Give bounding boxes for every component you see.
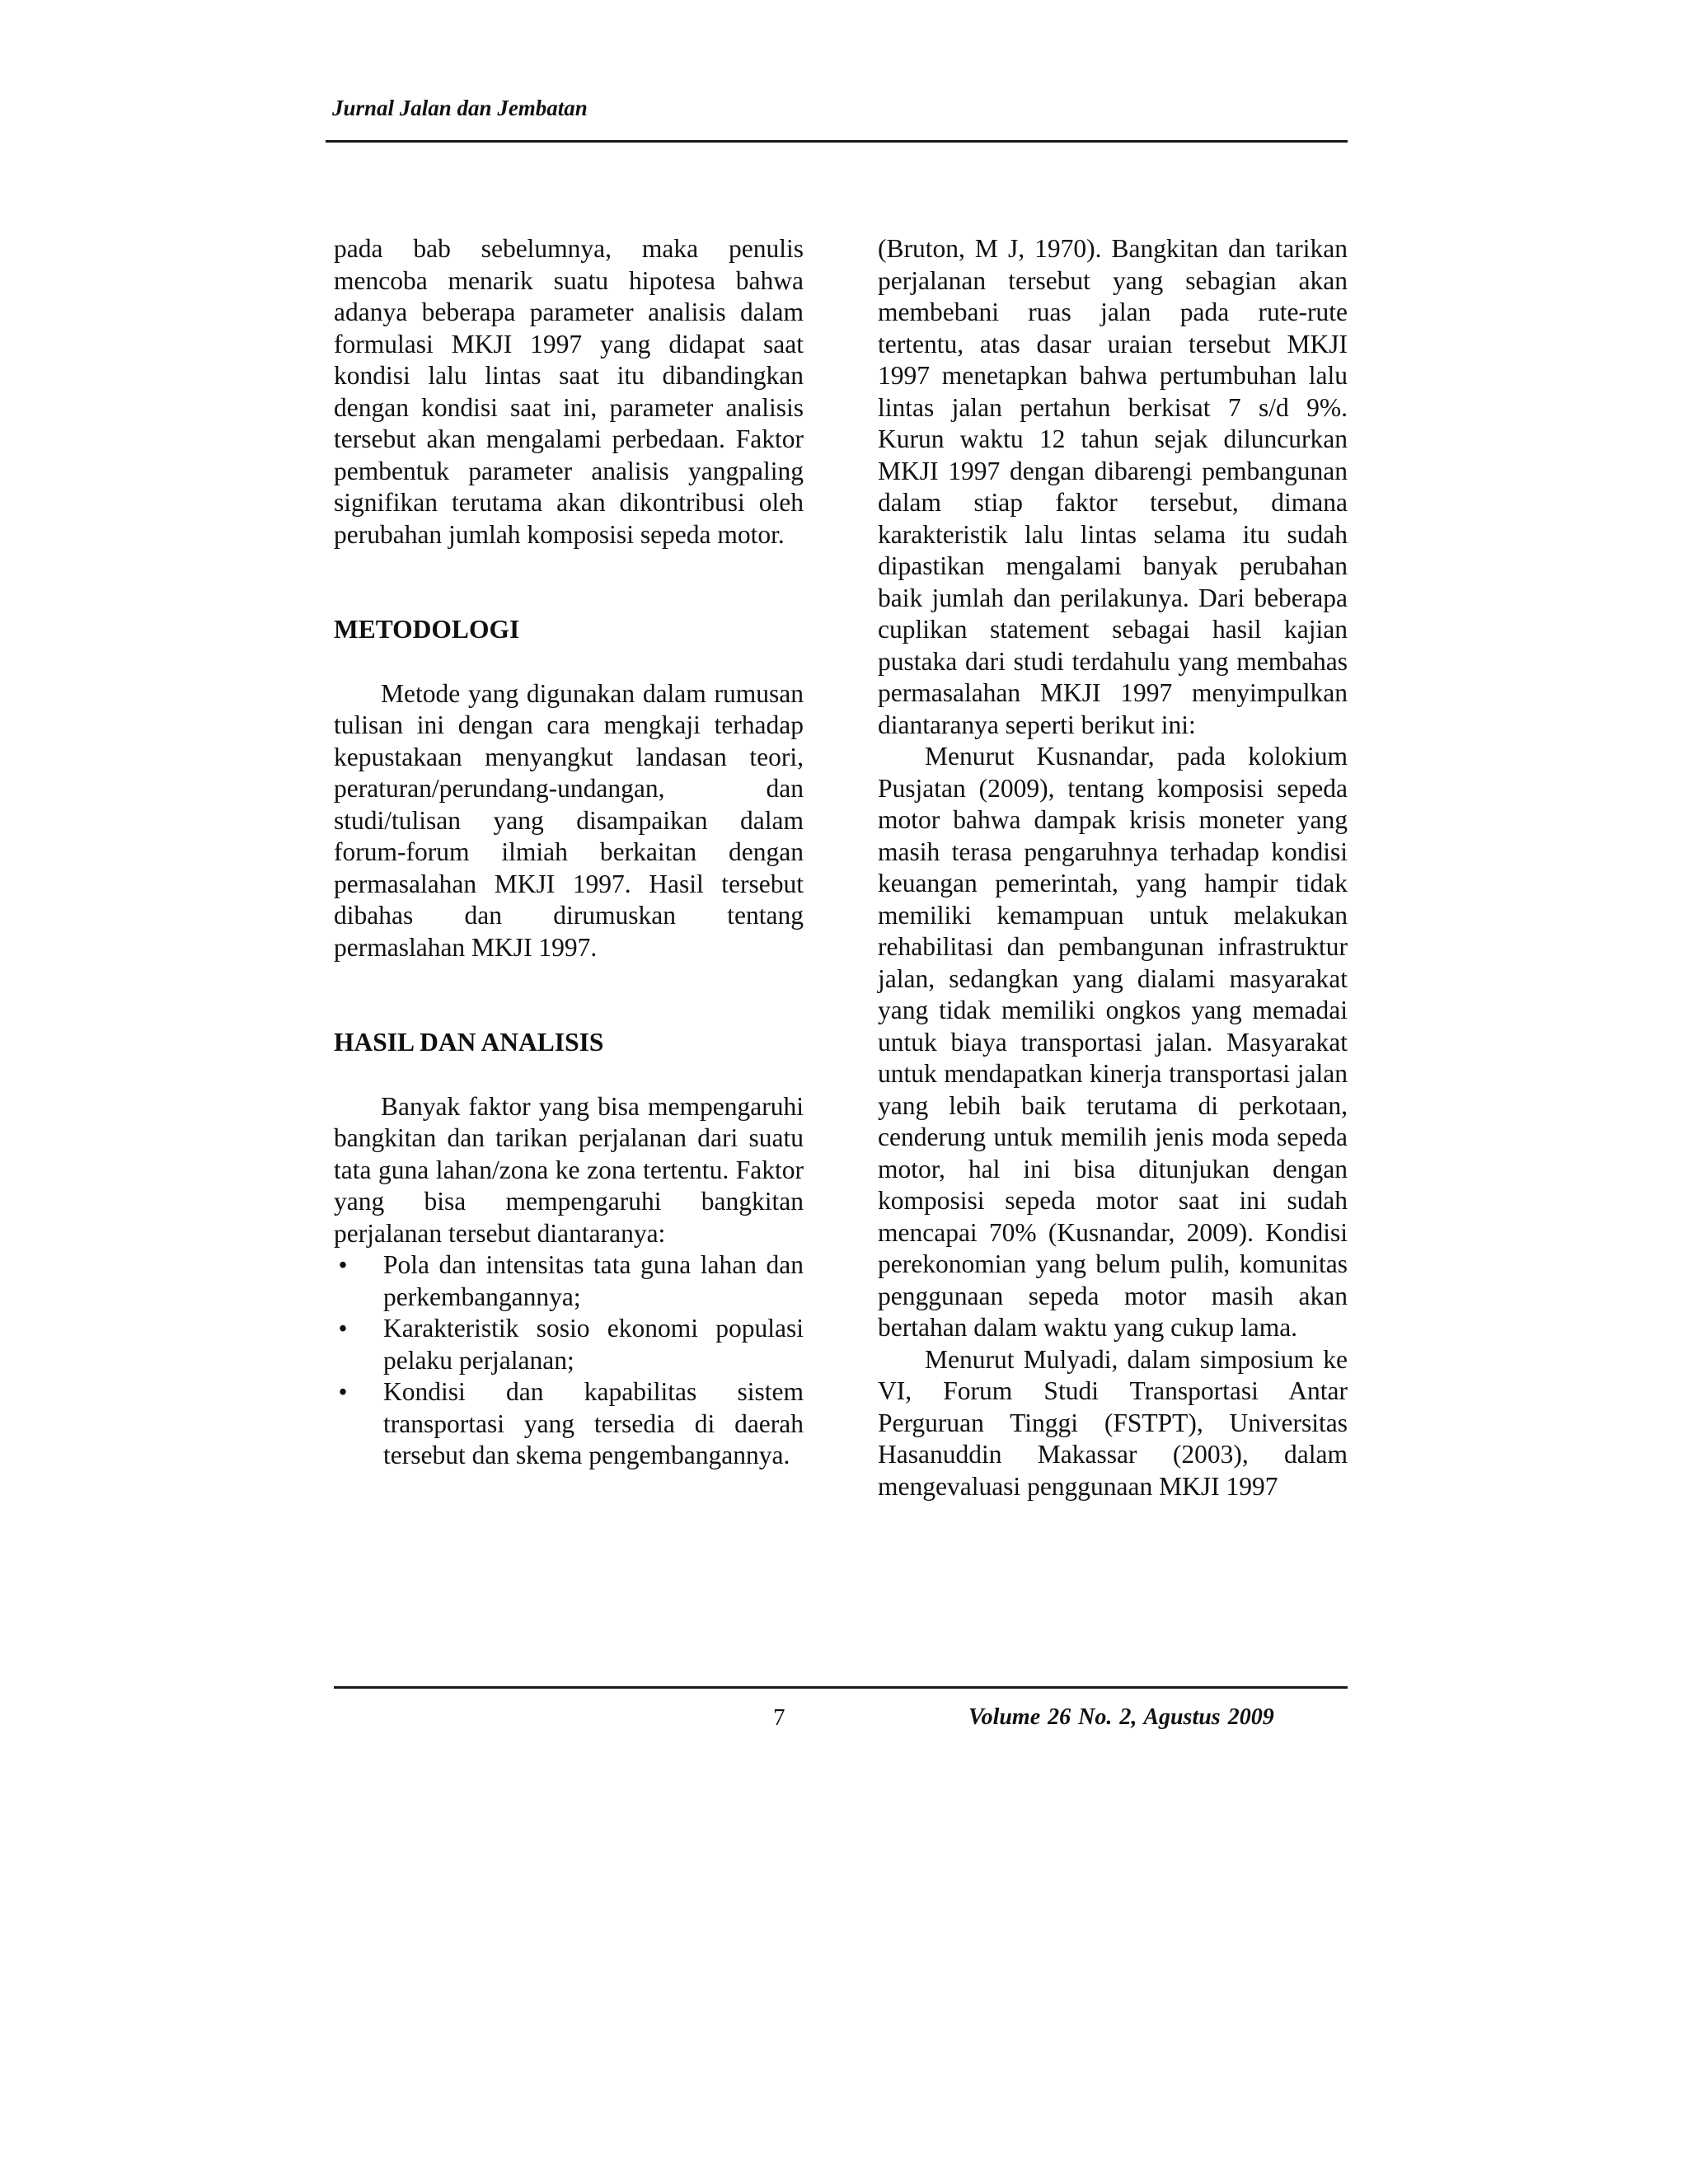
left-column bbox=[334, 233, 804, 1472]
hasil-heading: HASIL DAN ANALISIS bbox=[334, 1028, 604, 1057]
hasil-paragraph: Banyak faktor yang bisa mempengaruhi bangkitan dan tarikan perjalanan dari suatu tata guna lahan/zona ke zona tertentu. Faktor yang bisa mempengaruhi bangkitan perjalanan tersebut diantaranya: bbox=[334, 1091, 804, 1248]
right-column bbox=[878, 233, 1348, 1502]
bullet-icon: • bbox=[338, 1250, 348, 1279]
section-spacer bbox=[334, 551, 804, 614]
list-item bbox=[334, 1376, 804, 1472]
journal-header-title: Jurnal Jalan dan Jembatan bbox=[332, 96, 588, 120]
list-item-text: Karakteristik sosio ekonomi populasi pelaku perjalanan; bbox=[383, 1314, 804, 1375]
kusnandar-paragraph: Menurut Kusnandar, pada kolokium Pusjatan (2009), tentang komposisi sepeda motor bahwa dampak krisis moneter yang masih terasa pengaruhnya terhadap kondisi keuangan pemerintah, yang hampir tidak memiliki kemampuan untuk melakukan rehabilitasi dan pembangunan infrastruktur jalan, sedangkan yang dialami masyarakat yang tidak memiliki ongkos yang memadai untuk biaya transportasi jalan. Masyarakat untuk mendapatkan kinerja transportasi jalan yang lebih baik terutama di perkotaan, cenderung untuk memilih jenis moda sepeda motor, hal ini bisa ditunjukan dengan komposisi sepeda motor saat ini sudah mencapai 70% (Kusnandar, 2009). Kondisi perekonomian yang belum pulih, komunitas penggunaan sepeda motor masih akan bertahan dalam waktu yang cukup lama. bbox=[878, 742, 1348, 1342]
footer-divider bbox=[334, 1686, 1348, 1689]
bullet-icon: • bbox=[338, 1314, 348, 1343]
list-item-text: Pola dan intensitas tata guna lahan dan perkembangannya; bbox=[383, 1250, 804, 1311]
header-divider bbox=[326, 140, 1348, 143]
section-spacer bbox=[334, 646, 804, 678]
section-spacer bbox=[334, 963, 804, 1027]
page-number: 7 bbox=[773, 1704, 785, 1731]
mulyadi-paragraph: Menurut Mulyadi, dalam simposium ke VI, Forum Studi Transportasi Antar Perguruan Tinggi (FSTPT), Universitas Hasanuddin Makassar (2003), dalam mengevaluasi penggunaan MKJI 1997 bbox=[878, 1344, 1348, 1501]
bruton-paragraph: (Bruton, M J, 1970). Bangkitan dan tarikan perjalanan tersebut yang sebagian akan membebani ruas jalan pada rute-rute tertentu, atas dasar uraian tersebut MKJI 1997 menetapkan bahwa pertumbuhan lalu lintas jalan pertahun berkisat 7 s/d 9%. Kurun waktu 12 tahun sejak diluncurkan MKJI 1997 dengan dibarengi pembangunan dalam stiap faktor tersebut, dimana karakteristik lalu lintas selama itu sudah dipastikan mengalami banyak perubahan baik jumlah dan perilakunya. Dari beberapa cuplikan statement sebagai hasil kajian pustaka dari studi terdahulu yang membahas permasalahan MKJI 1997 menyimpulkan diantaranya seperti berikut ini: bbox=[878, 234, 1348, 739]
metodologi-paragraph: Metode yang digunakan dalam rumusan tulisan ini dengan cara mengkaji terhadap kepustakaan menyangkut landasan teori, peraturan/perundang-undangan, dan studi/tulisan yang disampaikan dalam forum-forum ilmiah berkaitan dengan permasalahan MKJI 1997. Hasil tersebut dibahas dan dirumuskan tentang permaslahan MKJI 1997. bbox=[334, 678, 804, 962]
section-spacer bbox=[334, 1059, 804, 1091]
intro-paragraph: pada bab sebelumnya, maka penulis mencoba menarik suatu hipotesa bahwa adanya beberapa parameter analisis dalam formulasi MKJI 1997 yang didapat saat kondisi lalu lintas saat itu dibandingkan dengan kondisi saat ini, parameter analisis tersebut akan mengalami perbedaan. Faktor pembentuk parameter analisis yangpaling signifikan terutama akan dikontribusi oleh perubahan jumlah komposisi sepeda motor. bbox=[334, 234, 804, 549]
factor-list bbox=[334, 1249, 804, 1472]
list-item bbox=[334, 1249, 804, 1313]
bullet-icon: • bbox=[338, 1377, 348, 1406]
metodologi-heading: METODOLOGI bbox=[334, 615, 520, 644]
list-item-text: Kondisi dan kapabilitas sistem transportasi yang tersedia di daerah tersebut dan skema pengembangannya. bbox=[383, 1377, 804, 1469]
volume-info: Volume 26 No. 2, Agustus 2009 bbox=[968, 1704, 1274, 1730]
list-item bbox=[334, 1313, 804, 1376]
